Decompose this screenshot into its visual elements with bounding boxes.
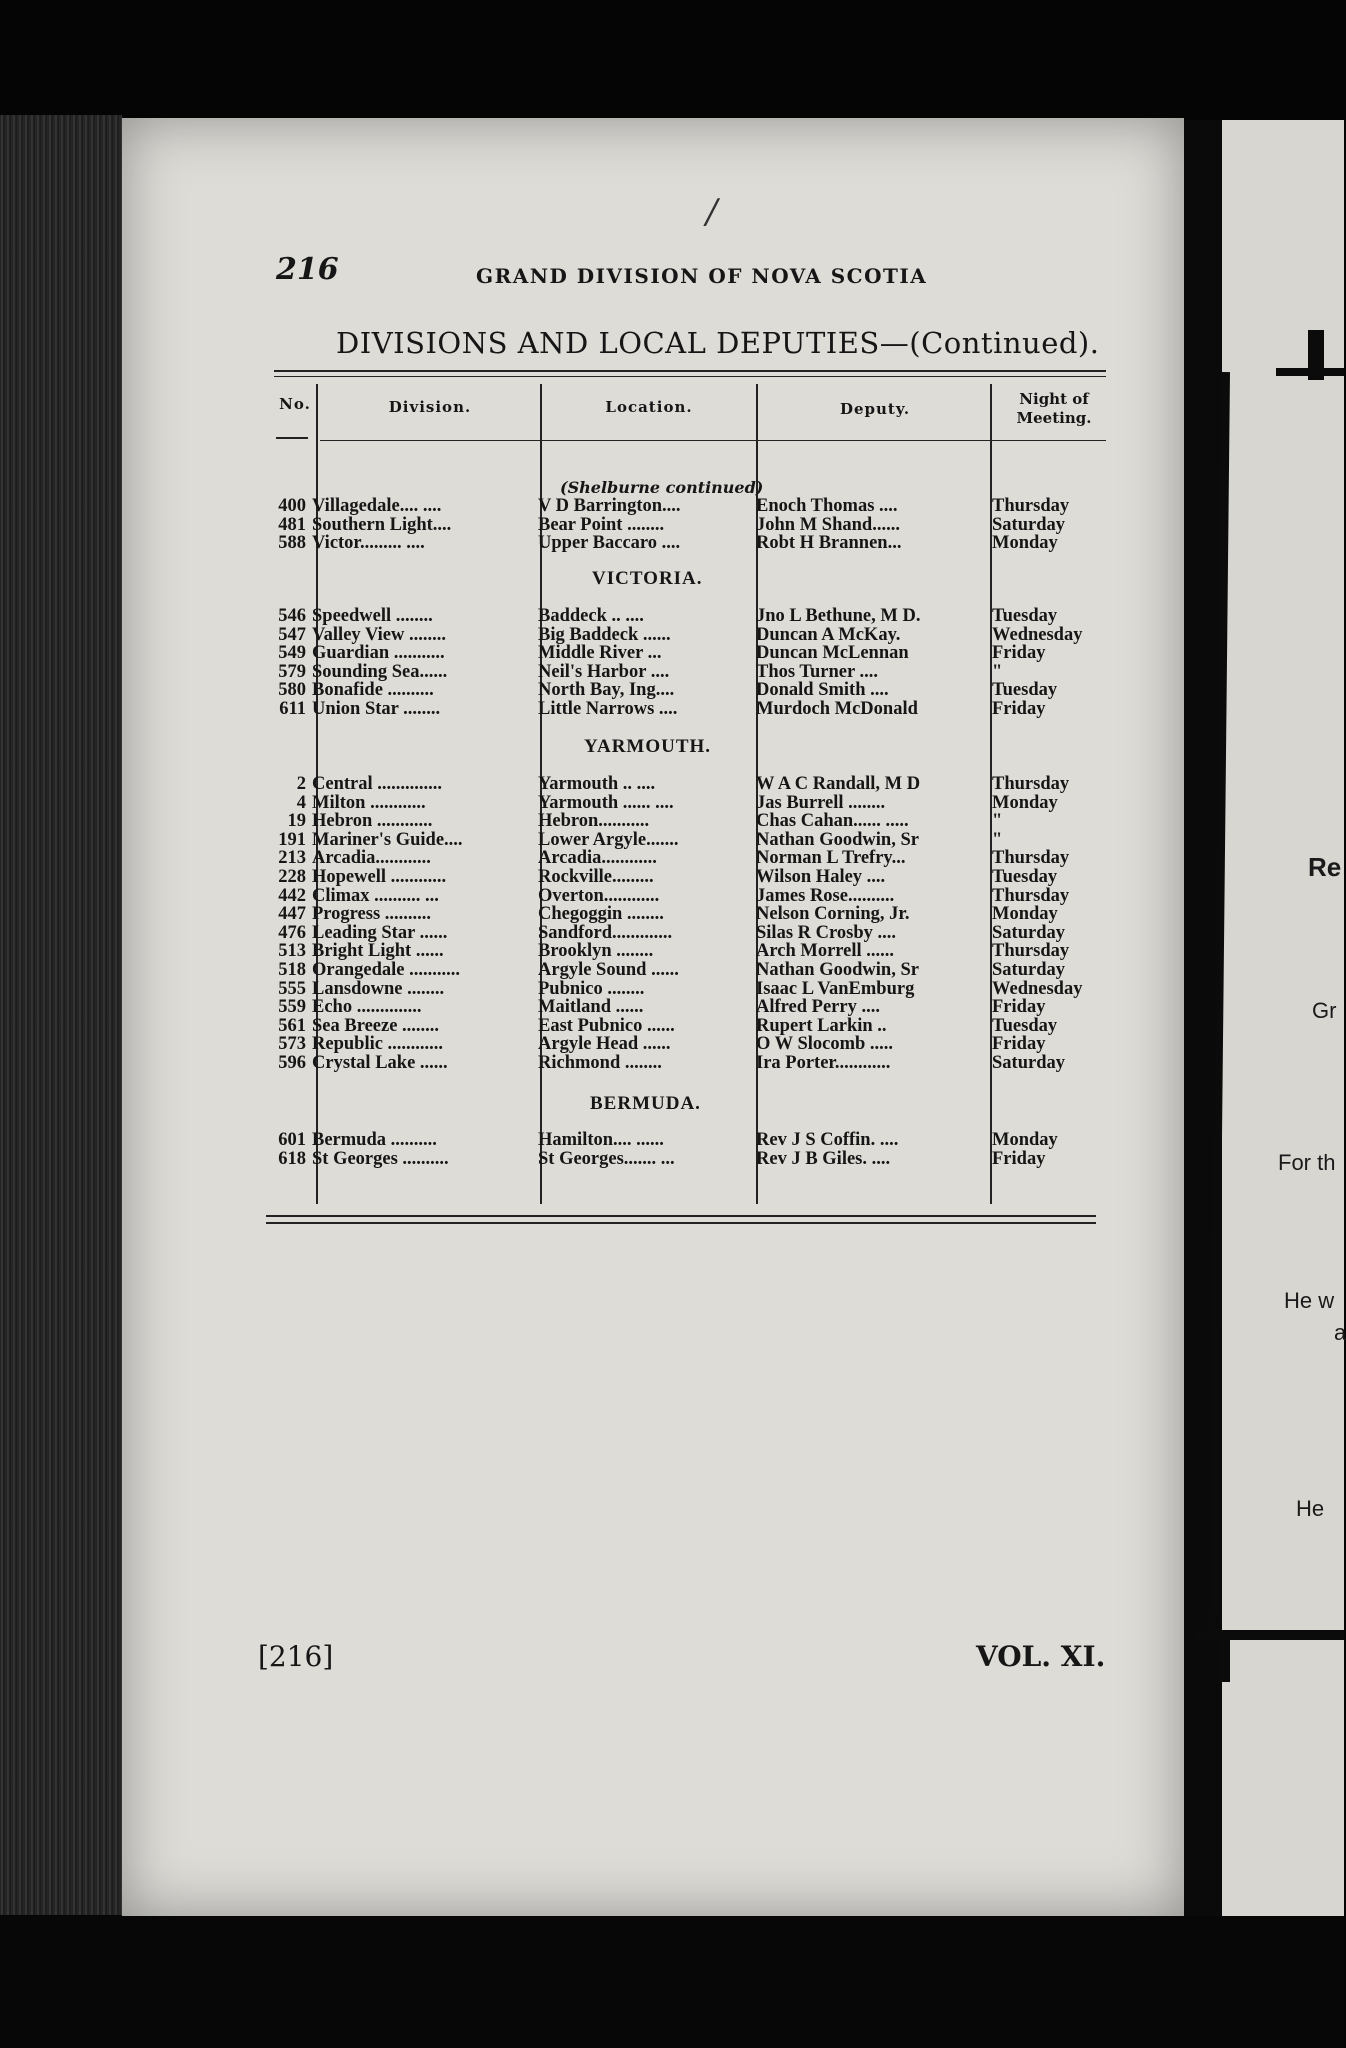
table-row: 579 Sounding Sea...... Neil's Harbor .... Thos Turner .... ": [278, 661, 1003, 682]
table-row: 573 Republic ............ Argyle Head ...... O W Slocomb ..... Friday: [278, 1034, 1046, 1055]
no-tick: [276, 437, 308, 439]
table-row: 481 Southern Light.... Bear Point ........ John M Shand...... Saturday: [278, 514, 1065, 535]
section-yarmouth-label: YARMOUTH.: [584, 736, 712, 757]
table-row: 213 Arcadia............ Arcadia............ Norman L Trefry... Thursday: [278, 848, 1070, 869]
col-header-division: Division.: [388, 398, 472, 416]
table-row: 400 Villagedale.... .... V D Barrington.... Enoch Thomas .... Thursday: [278, 496, 1070, 516]
table-row: 546 Speedwell ........ Baddeck .. .... Jno L Bethune, M D. Tuesday: [278, 606, 1058, 626]
bottom-rule-2: [266, 1222, 1096, 1224]
facing-page-text: Gr: [1312, 998, 1337, 1023]
table-row: 228 Hopewell ............ Rockville......... Wilson Haley .... Tuesday: [278, 866, 1058, 887]
shelburne-table: [278, 497, 1112, 553]
header-rule: [320, 440, 1106, 441]
section-bermuda-label: BERMUDA.: [590, 1093, 701, 1114]
title-rule: [274, 370, 1106, 372]
table-row: 191 Mariner's Guide.... Lower Argyle....... Nathan Goodwin, Sr ": [278, 829, 1003, 850]
col-header-no: No.: [279, 395, 311, 413]
page-title: DIVISIONS AND LOCAL DEPUTIES—(Continued).: [336, 326, 1100, 360]
bottom-rule: [266, 1215, 1096, 1217]
page-number: 216: [276, 252, 339, 287]
section-shelburne-label: (Shelburne continued): [560, 478, 764, 497]
yarmouth-table: [278, 775, 1112, 1073]
scan-border: [0, 1916, 1344, 2048]
bermuda-table: [278, 1131, 1112, 1168]
table-row: 19 Hebron ............ Hebron........... Chas Cahan...... ..... ": [287, 811, 1003, 832]
col-header-deputy: Deputy.: [839, 400, 911, 418]
facing-page-text: a: [1334, 1320, 1346, 1345]
title-rule-2: [274, 376, 1106, 377]
table-row: 549 Guardian ........... Middle River ... Duncan McLennan Friday: [278, 643, 1046, 664]
running-header: GRAND DIVISION OF NOVA SCOTIA: [476, 264, 928, 288]
table-row: 513 Bright Light ...... Brooklyn ........ Arch Morrell ...... Thursday: [278, 941, 1070, 962]
table-row: 580 Bonafide .......... North Bay, Ing.... Donald Smith .... Tuesday: [278, 680, 1058, 701]
table-row: 547 Valley View ........ Big Baddeck ...... Duncan A McKay. Wednesday: [278, 624, 1083, 645]
victoria-table: [278, 607, 1112, 719]
table-row: 2 Central .............. Yarmouth .. .... W A C Randall, M D Thursday: [296, 774, 1070, 794]
table-row: 518 Orangedale ........... Argyle Sound ...... Nathan Goodwin, Sr Saturday: [278, 959, 1065, 980]
facing-page-frame-post: [1308, 330, 1324, 380]
table-row: 555 Lansdowne ........ Pubnico ........ Isaac L VanEmburg Wednesday: [278, 978, 1083, 999]
stray-mark: /: [706, 192, 718, 232]
table-row: 611 Union Star ........ Little Narrows .... Murdoch McDonald Friday: [279, 698, 1046, 719]
facing-page-text: For th: [1278, 1150, 1336, 1175]
table-row: 447 Progress .......... Chegoggin ........ Nelson Corning, Jr. Monday: [278, 904, 1058, 925]
col-header-location: Location.: [605, 398, 693, 416]
table-row: 4 Milton ............ Yarmouth ...... .... Jas Burrell ........ Monday: [296, 792, 1058, 813]
facing-page-text: Re: [1308, 852, 1342, 882]
footer-page-ref: [216]: [258, 1640, 334, 1673]
facing-page-text: He: [1296, 1496, 1325, 1521]
footer-volume: VOL. XI.: [976, 1640, 1106, 1673]
table-row: 601 Bermuda .......... Hamilton.... ...... Rev J S Coffin. .... Monday: [278, 1130, 1058, 1150]
table-row: 559 Echo .............. Maitland ...... Alfred Perry .... Friday: [278, 997, 1046, 1018]
section-victoria-label: VICTORIA.: [592, 568, 703, 589]
col-header-night: Night of Meeting.: [1016, 390, 1092, 427]
table-row: 618 St Georges .......... St Georges....... ... Rev J B Giles. .... Friday: [278, 1148, 1046, 1169]
table-row: 588 Victor......... .... Upper Baccaro .... Robt H Brannen... Monday: [278, 533, 1058, 554]
facing-page-text: He w: [1284, 1288, 1335, 1313]
table-row: 476 Leading Star ...... Sandford............. Silas R Crosby .... Saturday: [278, 922, 1065, 943]
facing-page-frame-foot: [1218, 1636, 1230, 1682]
table-row: 561 Sea Breeze ........ East Pubnico ...... Rupert Larkin .. Tuesday: [278, 1015, 1058, 1036]
table-row: 596 Crystal Lake ...... Richmond ........ Ira Porter............ Saturday: [278, 1052, 1065, 1073]
table-row: 442 Climax .......... ... Overton............ James Rose.......... Thursday: [278, 885, 1070, 906]
book-spine: [0, 115, 122, 1915]
